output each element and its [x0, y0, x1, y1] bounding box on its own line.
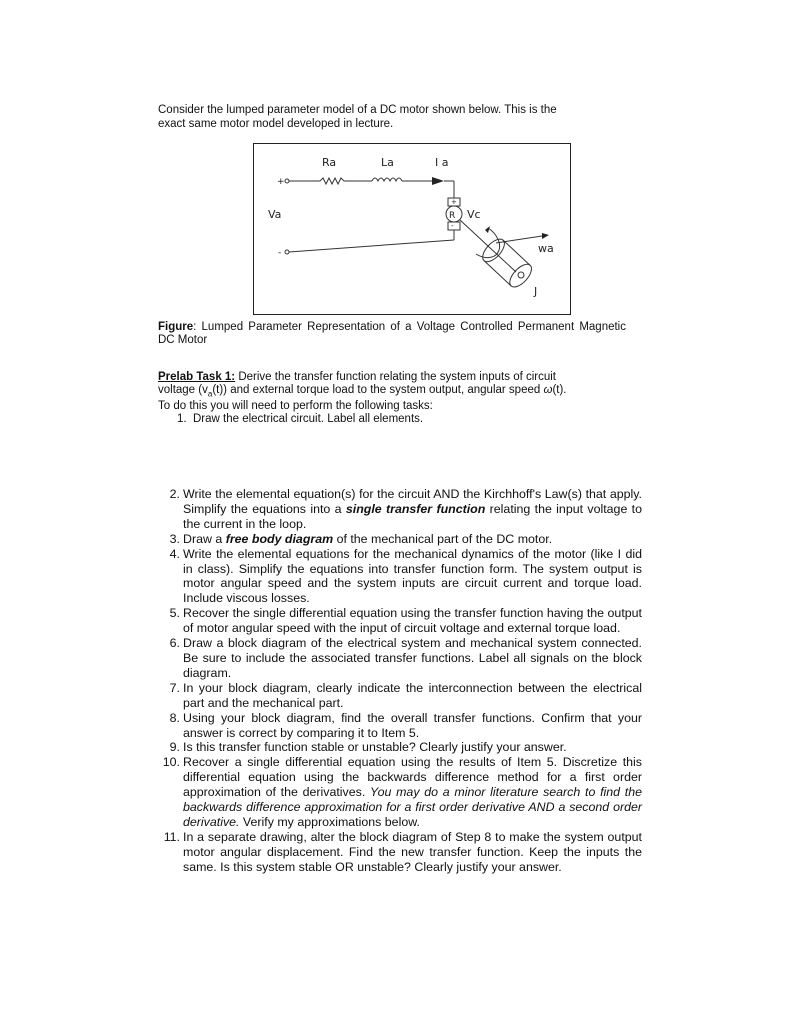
prelab-task-section: [158, 371, 628, 426]
list-item: 10. Recover a single differential equation using the results of Item 5. Discretize this differential equation using the backwards difference method for a first order approximation of the derivatives. You may do a minor literature search to find the backwards difference approximation for a first order derivative AND a second order derivative. Verify my approximations below.: [162, 755, 643, 829]
svg-text:-: -: [278, 248, 282, 258]
prelab-line-1: Prelab Task 1: Derive the transfer function relating the system inputs of circuit: [158, 371, 557, 383]
list-item: 11. In a separate drawing, alter the block diagram of Step 8 to make the system output motor angular displacement. Find the new transfer function. Keep the inputs the same. Is this system stable OR unstable? Clearly justify your answer.: [163, 829, 642, 874]
intro-line-1: Consider the lumped parameter model of a DC motor shown below. This is the: [158, 104, 557, 116]
task-list: [158, 487, 642, 875]
svg-text:+: +: [277, 177, 285, 187]
svg-text:+: +: [451, 198, 457, 206]
label-ra: Ra: [322, 156, 337, 169]
label-la: La: [381, 156, 394, 169]
list-item: 6. Draw a block diagram of the electrical system and mechanical system connected. Be sure to include the associated transfer functions. Label all signals on the block diagram.: [169, 636, 642, 680]
intro-paragraph: [158, 103, 638, 131]
list-item: 7. In your block diagram, clearly indicate the interconnection between the electrical part and the mechanical part.: [169, 680, 642, 710]
prelab-line-3: To do this you will need to perform the following tasks:: [158, 400, 433, 413]
positive-terminal: [285, 179, 289, 183]
label-vc: Vc: [467, 208, 481, 221]
label-va: Va: [268, 208, 282, 221]
omega-symbol: ω: [543, 384, 553, 396]
prelab-line-2: voltage $(v_a(t))$ and external torque load to the system output, angular speed ω(t).: [158, 384, 567, 399]
motor-schematic-figure: [253, 143, 571, 315]
prelab-title: Prelab Task 1:: [158, 371, 236, 383]
brush-bottom: [448, 222, 460, 230]
list-item: 4. Write the elemental equations for the mechanical dynamics of the motor (like I did in class). Simplify the equations into transfer function form. The system output is motor angular speed and the system inputs are circuit current and torque load. Include viscous losses.: [169, 546, 642, 606]
inertia-load: [479, 235, 535, 290]
intro-line-2: exact same motor model developed in lecture.: [158, 118, 394, 130]
label-j: J: [534, 285, 538, 298]
current-arrow: [432, 177, 444, 185]
resistor-ra: [320, 178, 344, 184]
list-item: 9. Is this transfer function stable or unstable? Clearly justify your answer.: [169, 740, 567, 755]
list-item: 2. Write the elemental equation(s) for the circuit AND the Kirchhoff's Law(s) that apply. Simplify the equations into a single transfer function relating the input voltage to the current in the loop.: [169, 487, 642, 531]
figure-caption: [158, 321, 626, 347]
caption-text: : Lumped Parameter Representation of a Voltage Controlled Permanent Magnetic DC Motor: [158, 321, 626, 346]
list-item: 3. Draw a free body diagram of the mechanical part of the DC motor.: [169, 531, 553, 546]
svg-text:-: -: [451, 222, 454, 230]
list-item: 8. Using your block diagram, find the overall transfer functions. Confirm that your answer is correct by comparing it to Item 5.: [169, 710, 642, 740]
list-item: 5. Recover the single differential equation using the transfer function having the output of motor angular speed with the input of circuit voltage and external torque load.: [169, 606, 642, 636]
caption-label: Figure: [158, 321, 194, 333]
negative-terminal: [285, 250, 289, 254]
label-ia: I a: [435, 156, 449, 169]
label-wa: wa: [538, 242, 554, 255]
prelab-item-1: 1. Draw the electrical circuit. Label all elements.: [177, 413, 424, 426]
label-r: R: [449, 211, 456, 221]
inductor-la: [372, 178, 402, 181]
motor-schematic-drawing: [254, 144, 570, 314]
